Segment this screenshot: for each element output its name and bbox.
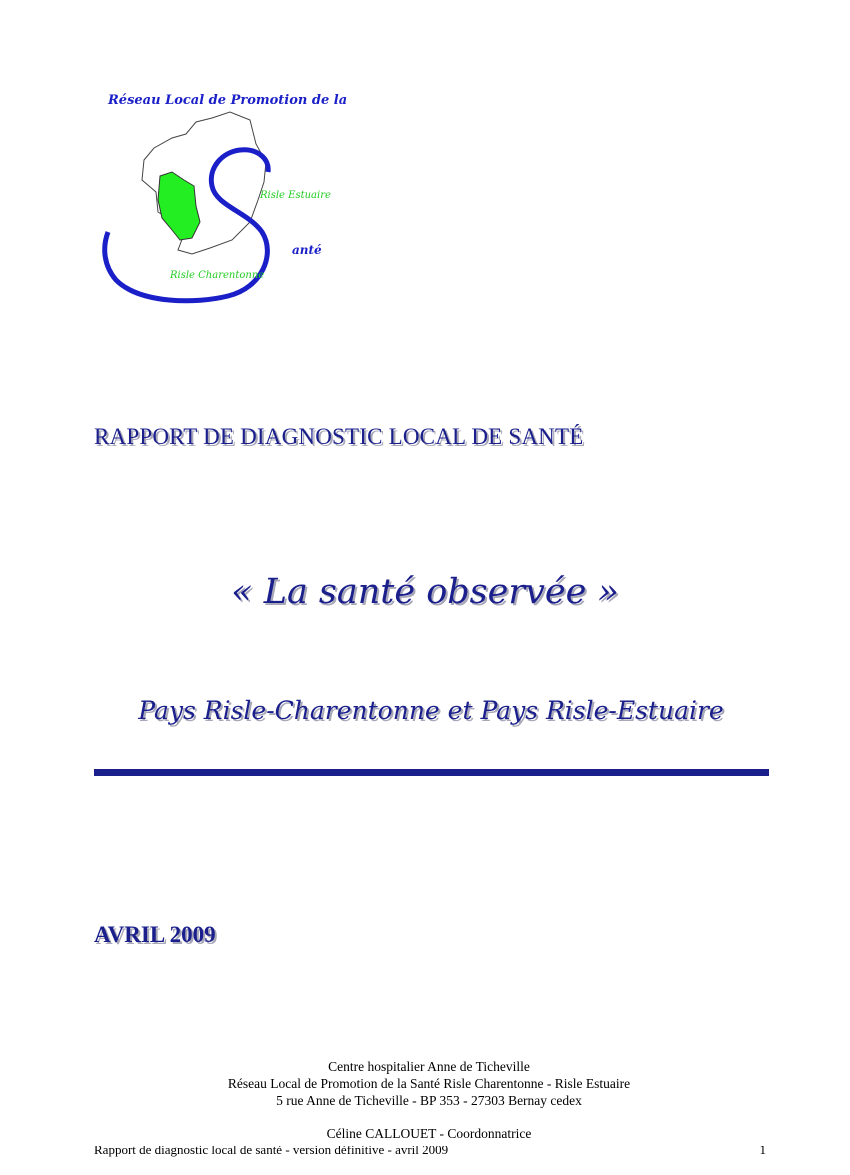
page-footer [94, 1146, 766, 1158]
logo-label-estuaire: Risle Estuaire [260, 190, 331, 201]
risle-charentonne-region [158, 172, 200, 240]
page-number: 1 [759, 1146, 766, 1157]
contact-line1: Centre hospitalier Anne de Ticheville [328, 1059, 530, 1074]
page-footer-text: Rapport de diagnostic local de santé - version définitive - avril 2009 [94, 1146, 449, 1157]
contact-line2: Réseau Local de Promotion de la Santé Risle Charentonne - Risle Estuaire [227, 1076, 631, 1091]
quote-title: « La santé observée » [231, 572, 619, 612]
contact-block [0, 1058, 850, 1142]
title-divider [94, 769, 769, 776]
network-logo [100, 82, 350, 312]
contact-line3: 5 rue Anne de Ticheville - BP 353 - 27303 Bernay cedex [276, 1093, 582, 1108]
coordinator-line: Céline CALLOUET - Coordonnatrice [326, 1126, 532, 1141]
logo-label-charentonne: Risle Charentonne [170, 270, 265, 281]
report-title: RAPPORT DE DIAGNOSTIC LOCAL DE SANTÉ [94, 424, 584, 449]
subtitle: Pays Risle-Charentonne et Pays Risle-Estuaire [138, 696, 724, 725]
logo-line1: Réseau Local de Promotion de la [108, 93, 348, 108]
logo-label-sante: anté [292, 243, 322, 257]
report-date: AVRIL 2009 [94, 922, 216, 947]
